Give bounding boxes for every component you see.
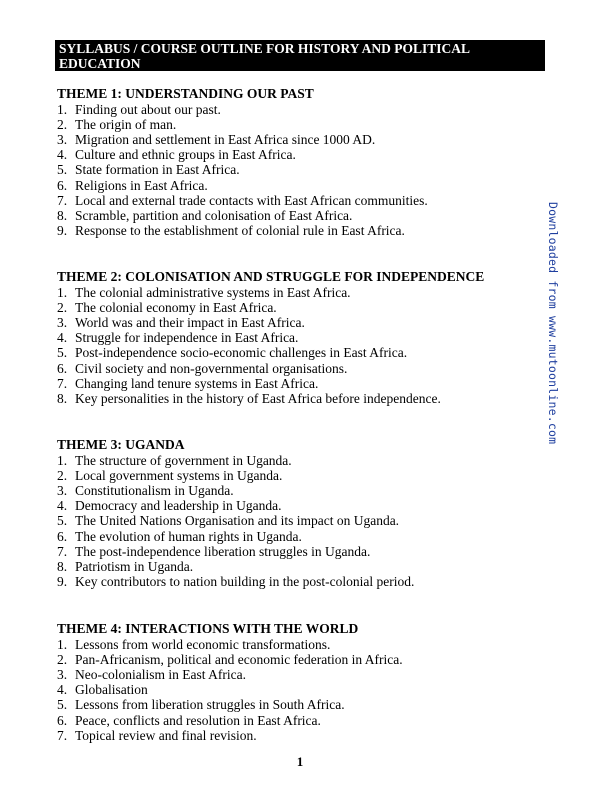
list-item: 7. Local and external trade contacts with East African communities. [57,192,428,208]
theme-3-section [57,437,537,589]
syllabus-title: SYLLABUS / COURSE OUTLINE FOR HISTORY AND POLITICAL EDUCATION [55,40,545,71]
list-item: 1. The colonial administrative systems in East Africa. [57,284,351,300]
list-item: 5. Post-independence socio-economic challenges in East Africa. [57,345,408,361]
list-item: 4. Globalisation [57,682,148,698]
theme-1-list [57,102,537,239]
list-item: 6. Peace, conflicts and resolution in East Africa. [57,712,321,728]
list-item: 1. Lessons from world economic transformations. [57,636,331,652]
list-item: 6. The evolution of human rights in Uganda. [57,528,302,544]
theme-2-list [57,285,537,407]
list-item: 2. Pan-Africanism, political and economic federation in Africa. [57,651,403,667]
theme-1-section [57,86,537,238]
download-watermark: Downloaded from www.mutoonline.com [546,202,560,445]
theme-4-heading: THEME 4: INTERACTIONS WITH THE WORLD [57,621,359,636]
list-item: 7. Topical review and final revision. [57,727,257,743]
list-item: 7. The post-independence liberation struggles in Uganda. [57,543,371,559]
list-item: 8. Key personalities in the history of East Africa before independence. [57,390,441,406]
theme-3-list [57,453,537,590]
list-item: 1. The structure of government in Uganda. [57,452,292,468]
list-item: 9. Response to the establishment of colonial rule in East Africa. [57,223,405,239]
list-item: 5. Lessons from liberation struggles in South Africa. [57,697,345,713]
list-item: 2. The colonial economy in East Africa. [57,299,277,315]
list-item: 6. Civil society and non-governmental organisations. [57,360,348,376]
list-item: 5. The United Nations Organisation and its impact on Uganda. [57,513,400,529]
theme-3-heading: THEME 3: UGANDA [57,437,185,452]
list-item: 4. Culture and ethnic groups in East Africa. [57,147,296,163]
list-item: 4. Democracy and leadership in Uganda. [57,498,282,514]
list-item: 2. The origin of man. [57,116,177,132]
list-item: 3. Constitutionalism in Uganda. [57,482,234,498]
theme-4-list [57,637,537,743]
list-item: 6. Religions in East Africa. [57,177,208,193]
list-item: 3. World was and their impact in East Africa. [57,314,305,330]
list-item: 9. Key contributors to nation building in the post-colonial period. [57,574,415,590]
list-item: 2. Local government systems in Uganda. [57,467,283,483]
theme-4-section [57,621,537,743]
list-item: 8. Scramble, partition and colonisation of East Africa. [57,207,353,223]
list-item: 3. Neo-colonialism in East Africa. [57,666,246,682]
list-item: 8. Patriotism in Uganda. [57,558,194,574]
theme-1-heading: THEME 1: UNDERSTANDING OUR PAST [57,86,314,101]
list-item: 7. Changing land tenure systems in East Africa. [57,375,319,391]
list-item: 4. Struggle for independence in East Africa. [57,330,299,346]
theme-2-section [57,269,537,406]
theme-2-heading: THEME 2: COLONISATION AND STRUGGLE FOR INDEPENDENCE [57,269,485,284]
list-item: 1. Finding out about our past. [57,101,221,117]
list-item: 3. Migration and settlement in East Africa since 1000 AD. [57,131,376,147]
page-number: 1 [296,754,304,769]
list-item: 5. State formation in East Africa. [57,162,240,178]
